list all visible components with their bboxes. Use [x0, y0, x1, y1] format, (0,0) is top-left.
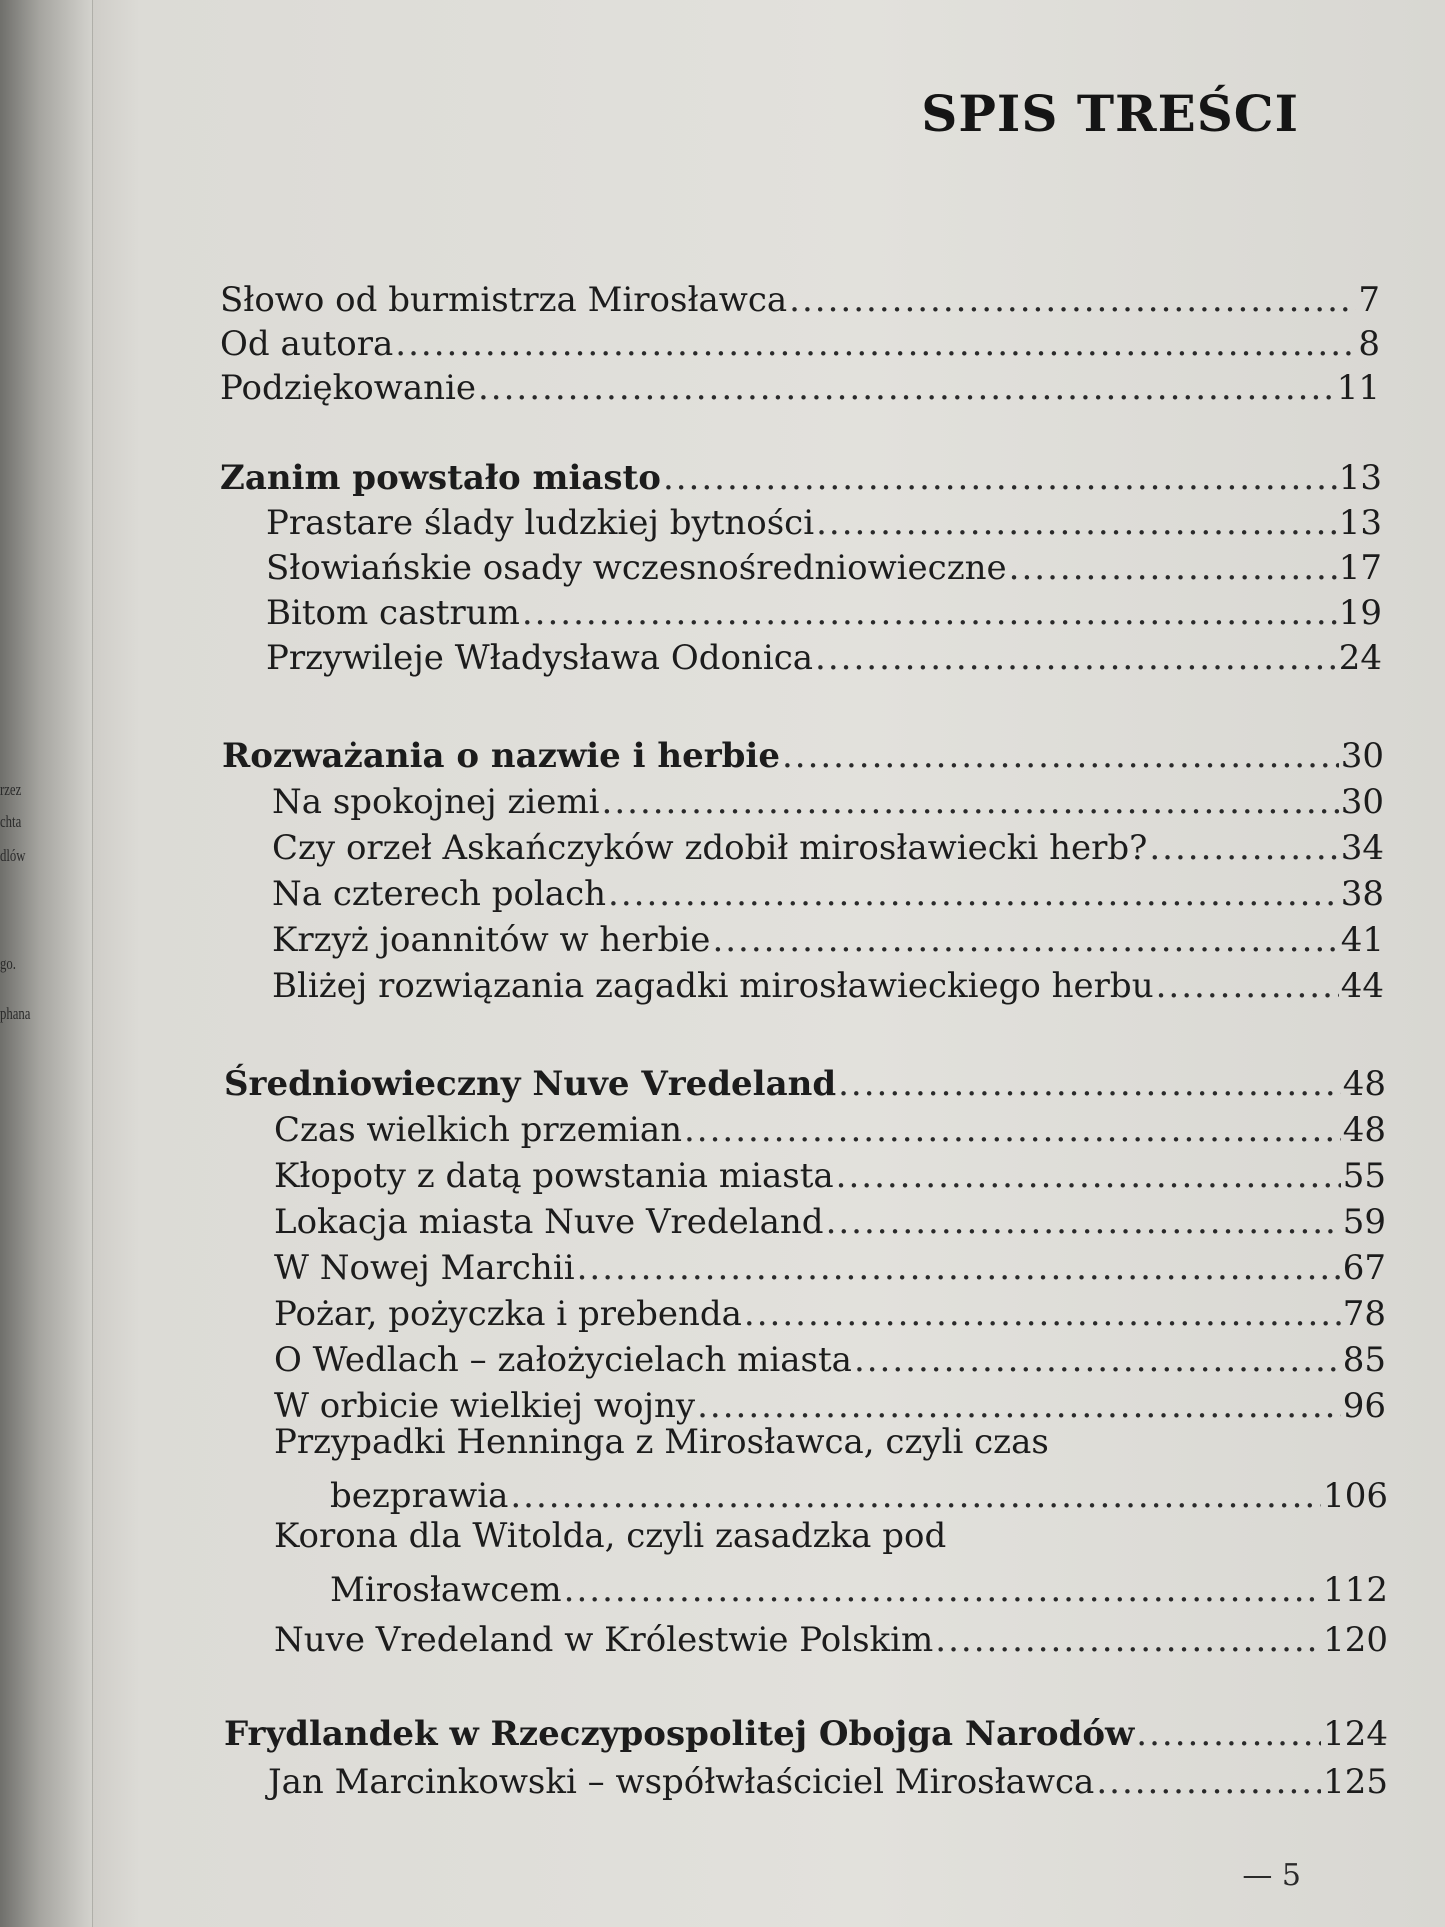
toc-entry-title: Jan Marcinkowski – współwłaściciel Mirosławca	[268, 1762, 1095, 1802]
toc-entry	[268, 1764, 1388, 1801]
toc-entry-page: 11	[1336, 368, 1380, 408]
toc-chapter-title: Frydlandek w Rzeczypospolitej Obojga Narodów	[224, 1714, 1135, 1754]
toc-entry-title: Słowiańskie osady wczesnośredniowieczne	[266, 548, 1007, 588]
toc-chapter-title: Rozważania o nazwie i herbie	[222, 736, 780, 776]
leader-dots	[815, 640, 1337, 677]
toc-entry-page: 67	[1342, 1248, 1386, 1288]
toc-entry	[272, 968, 1384, 1005]
leader-dots	[935, 1622, 1321, 1659]
leader-dots	[836, 1158, 1341, 1195]
toc-entry-page: 96	[1342, 1386, 1386, 1426]
toc-entry-page: 13	[1338, 458, 1382, 498]
toc-entry-page: 125	[1323, 1762, 1388, 1802]
toc-entry-page: 30	[1340, 782, 1384, 822]
toc-entry-page: 78	[1342, 1294, 1386, 1334]
leader-dots	[1149, 830, 1338, 867]
toc-entry-title: O Wedlach – założycielach miasta	[274, 1340, 852, 1380]
leader-dots	[684, 1112, 1341, 1149]
toc-chapter	[222, 738, 1384, 775]
toc-entry-page: 44	[1340, 966, 1384, 1006]
toc-entry	[274, 1388, 1386, 1425]
leader-dots	[608, 876, 1339, 913]
toc-entry	[272, 784, 1384, 821]
toc-entry-title: W Nowej Marchii	[274, 1248, 575, 1288]
toc-entry	[220, 370, 1380, 407]
toc-entry-page: 30	[1340, 736, 1384, 776]
toc-entry-title: Czas wielkich przemian	[274, 1110, 682, 1150]
leader-dots	[395, 326, 1356, 363]
toc-entry	[274, 1342, 1386, 1379]
toc-chapter	[224, 1716, 1388, 1753]
toc-entry-title: Bitom castrum	[266, 593, 520, 633]
toc-entry-title: Słowo od burmistrza Mirosławca	[220, 280, 788, 320]
leader-dots	[838, 1066, 1341, 1103]
toc-entry-title-continued: Mirosławcem	[330, 1570, 562, 1610]
toc-entry-page: 55	[1342, 1156, 1386, 1196]
toc-entry-page: 48	[1342, 1064, 1386, 1104]
toc-entry-title: Pożar, pożyczka i prebenda	[274, 1294, 742, 1334]
toc-entry-page: 124	[1323, 1714, 1388, 1754]
toc-entry-title: W orbicie wielkiej wojny	[274, 1386, 696, 1426]
toc-entry	[266, 595, 1382, 632]
toc-entry-page: 59	[1342, 1202, 1386, 1242]
toc-entry-page: 48	[1342, 1110, 1386, 1150]
toc-entry	[266, 640, 1382, 677]
toc-entry-title: Krzyż joannitów w herbie	[272, 920, 711, 960]
leader-dots	[697, 1388, 1341, 1425]
toc-chapter	[220, 460, 1382, 497]
leader-dots	[782, 738, 1339, 775]
leader-dots	[816, 505, 1337, 542]
toc-entry-page: 85	[1342, 1340, 1386, 1380]
toc-entry-title: Nuve Vredeland w Królestwie Polskim	[274, 1620, 934, 1660]
toc-entry-page: 24	[1338, 638, 1382, 678]
toc-entry	[274, 1296, 1386, 1333]
toc-entry	[220, 282, 1380, 319]
toc-entry-page: 34	[1340, 828, 1384, 868]
toc-entry-page: 112	[1323, 1570, 1388, 1610]
margin-fragment: rzez	[0, 780, 22, 799]
toc-entry	[266, 505, 1382, 542]
toc-entry-title: Kłopoty z datą powstania miasta	[274, 1156, 834, 1196]
toc-entry	[266, 550, 1382, 587]
leader-dots	[854, 1342, 1341, 1379]
leader-dots	[478, 370, 1335, 407]
toc-chapter-title: Średniowieczny Nuve Vredeland	[224, 1064, 837, 1104]
toc-entry	[274, 1204, 1386, 1241]
leader-dots	[789, 282, 1356, 319]
toc-entry-title: Lokacja miasta Nuve Vredeland	[274, 1202, 824, 1242]
toc-entry-title: Korona dla Witolda, czyli zasadzka pod	[274, 1516, 947, 1556]
toc-chapter	[224, 1066, 1386, 1103]
leader-dots	[564, 1572, 1321, 1609]
leader-dots	[522, 595, 1337, 632]
leader-dots	[1136, 1716, 1321, 1753]
margin-fragment: dlów	[0, 846, 26, 865]
margin-fragment: chta	[0, 812, 22, 831]
toc-entry	[272, 922, 1384, 959]
toc-entry-page: 106	[1323, 1476, 1388, 1516]
leader-dots	[744, 1296, 1341, 1333]
toc-entry-title: Podziękowanie	[220, 368, 476, 408]
toc-entry	[274, 1112, 1386, 1149]
toc-entry	[330, 1478, 1388, 1515]
book-page	[92, 0, 1445, 1927]
toc-entry	[220, 326, 1380, 363]
toc-entry-title: Czy orzeł Askańczyków zdobił mirosławiecki herb?	[272, 828, 1148, 868]
leader-dots	[510, 1478, 1321, 1515]
toc-entry-page: 17	[1338, 548, 1382, 588]
toc-entry	[274, 1250, 1386, 1287]
leader-dots	[1009, 550, 1337, 587]
leader-dots	[602, 784, 1339, 821]
toc-chapter-title: Zanim powstało miasto	[220, 458, 661, 498]
leader-dots	[577, 1250, 1341, 1287]
toc-entry	[274, 1622, 1388, 1659]
toc-entry-title: Przywileje Władysława Odonica	[266, 638, 814, 678]
page-number: — 5	[1242, 1858, 1301, 1893]
toc-entry-title: Od autora	[220, 324, 394, 364]
toc-entry-page: 38	[1340, 874, 1384, 914]
page-title: SPIS TREŚCI	[921, 84, 1299, 143]
toc-entry	[272, 830, 1384, 867]
toc-entry	[330, 1572, 1388, 1609]
toc-entry-title: Prastare ślady ludzkiej bytności	[266, 503, 815, 543]
toc-entry	[272, 876, 1384, 913]
toc-entry-title: Przypadki Henninga z Mirosławca, czyli czas	[274, 1422, 1049, 1462]
toc-entry-page: 8	[1358, 324, 1380, 364]
leader-dots	[712, 922, 1338, 959]
toc-entry	[274, 1158, 1386, 1195]
toc-entry-page: 7	[1358, 280, 1380, 320]
leader-dots	[826, 1204, 1341, 1241]
margin-fragment: phana	[0, 1004, 31, 1023]
leader-dots	[1156, 968, 1339, 1005]
leader-dots	[1096, 1764, 1321, 1801]
toc-entry-page: 120	[1323, 1620, 1388, 1660]
toc-entry-title: Na czterech polach	[272, 874, 607, 914]
leader-dots	[663, 460, 1337, 497]
toc-entry-title-continued: bezprawia	[330, 1476, 509, 1516]
margin-fragment: go.	[0, 954, 16, 973]
toc-entry-title: Bliżej rozwiązania zagadki mirosławieckiego herbu	[272, 966, 1154, 1006]
toc-entry-page: 19	[1338, 593, 1382, 633]
toc-entry-page: 13	[1338, 503, 1382, 543]
toc-entry-page: 41	[1340, 920, 1384, 960]
book-gutter	[0, 0, 93, 1927]
toc-entry-title: Na spokojnej ziemi	[272, 782, 600, 822]
